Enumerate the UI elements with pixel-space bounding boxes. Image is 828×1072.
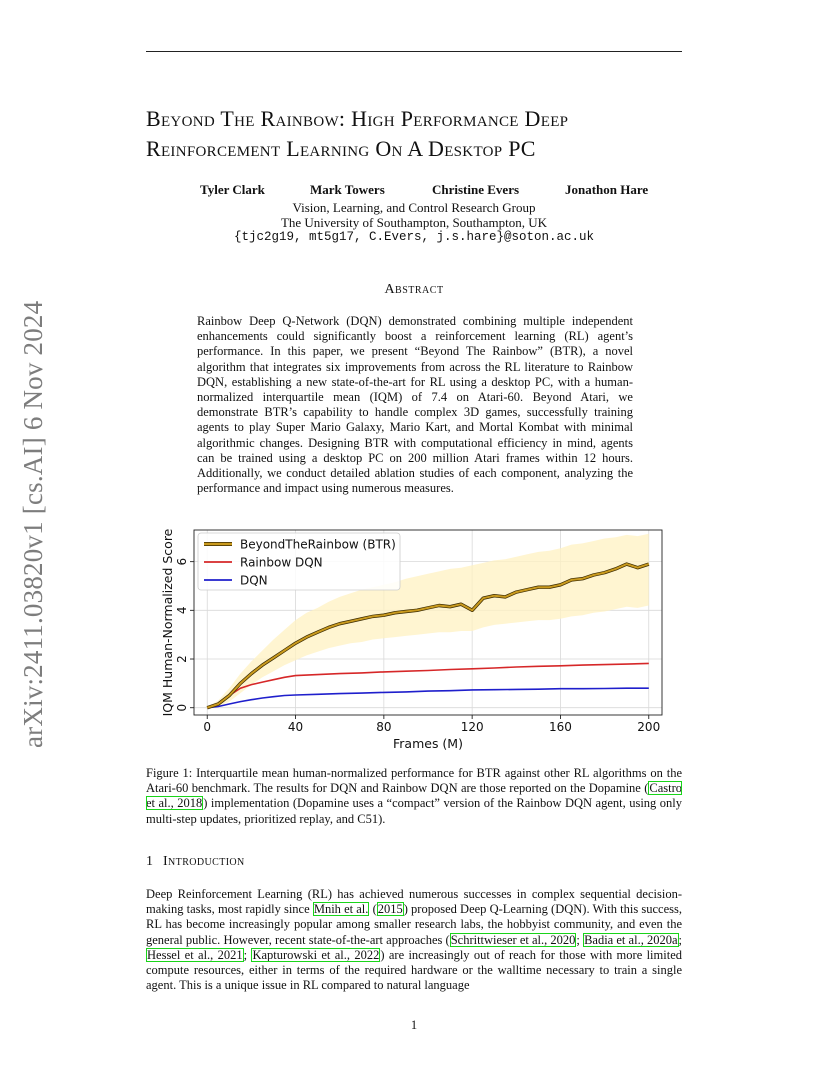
body-text: ; [678,932,683,947]
citation-link[interactable]: Castro et al., 2018 [146,781,682,811]
x-tick-label: 40 [287,720,304,734]
body-text: ) are increasingly out of reach for those with more limited compute resources, either in terms of the required hardware or the walltime necessary to train a single agent. This is a unique issue in RL compared to natural language [146,947,682,993]
author-emails: {tjc2g19, mt5g17, C.Evers, j.s.hare}@soton.ac.uk [233,230,595,244]
x-tick-label: 0 [203,720,212,734]
abstract-heading: Abstract [384,282,444,297]
legend-label: Rainbow DQN [240,555,323,570]
title-line-1: Beyond The Rainbow: High Performance Deep [146,106,569,131]
y-tick-label: 2 [175,655,189,663]
section-number: 1 [146,854,153,869]
caption-text: ) implementation (Dopamine uses a “compact” version of the Rainbow DQN agent, using only multi-step updates, prioritized replay, and C51). [146,796,682,826]
x-tick-label: 80 [376,720,392,734]
arxiv-stamp: arXiv:2411.03820v1 [cs.AI] 6 Nov 2024 [18,300,48,748]
introduction-text [146,887,682,993]
abstract-text: Rainbow Deep Q-Network (DQN) demonstrated combining multiple independent enhancements could significantly boost a reinforcement learning (RL) agent’s performance. In this paper, we present “Beyond The Rainbow” (BTR), a novel algorithm that integrates six improvements from across the RL literature to Rainbow DQN, establishing a new state-of-the-art for RL using a desktop PC, with a human-normalized interquartile mean (IQM) of 7.4 on Atari-60. Beyond Atari, we demonstrate BTR’s capability to handle complex 3D games, successfully training agents to play Super Mario Galaxy, Mario Kart, and Mortal Kombat with minimal algorithmic changes. Designing BTR with computational efficiency in mind, agents can be trained using a desktop PC on 200 million Atari frames within 12 hours. Additionally, we conduct detailed ablation studies of each component, analyzing the performance and impact using numerous measures. [197,314,633,496]
body-text: ( [369,902,377,917]
x-tick-label: 200 [637,720,661,734]
citation-link[interactable]: Kapturowski et al., 2022 [252,947,380,962]
body-text: Deep Reinforcement Learning (RL) has achieved numerous successes in complex sequential decision-making tasks, most rapidly since [146,887,682,917]
affiliation-university: The University of Southampton, Southampton, UK [280,215,548,230]
affiliation-group: Vision, Learning, and Control Research Group [292,200,536,215]
iqm-line-chart [160,525,670,760]
author-name: Christine Evers [432,182,520,197]
author-block [146,182,682,245]
author-name: Jonathon Hare [565,182,649,197]
author-names [146,182,682,200]
figure-caption [146,766,682,827]
citation-link[interactable]: Schrittwieser et al., 2020 [450,932,576,947]
citation-link[interactable]: Mnih et al. [313,902,369,917]
citation-link[interactable]: Hessel et al., 2021 [147,947,243,962]
y-tick-label: 0 [175,703,189,712]
body-text: ) proposed Deep Q-Learning (DQN). With this success, RL has become increasingly popular among smaller research labs, the hobbyist community, and even the general public. However, recent state-of-the-art approaches ( [146,902,682,947]
section-heading [146,854,245,870]
page-number: 1 [410,1018,418,1032]
legend-label: DQN [240,573,268,588]
top-rule [146,51,682,52]
x-tick-label: 120 [460,720,484,734]
section-title: Introduction [163,854,245,869]
title-line-2: Reinforcement Learning On A Desktop PC [146,136,536,161]
author-name: Tyler Clark [200,182,265,197]
y-tick-label: 4 [175,606,189,615]
caption-text: Figure 1: Interquartile mean human-normalized performance for BTR against other RL algorithms on the Atari-60 benchmark. The results for DQN and Rainbow DQN are those reported on the Dopamine ( [146,766,682,796]
author-name: Mark Towers [310,182,385,197]
body-text: ; [576,932,584,947]
y-axis-label: IQM Human-Normalized Score [160,528,175,717]
body-text: ; [243,947,252,962]
y-tick-label: 6 [175,557,189,566]
legend-label: BeyondTheRainbow (BTR) [240,537,396,552]
paper-title [146,104,706,164]
citation-link[interactable]: 2015 [377,902,403,917]
figure-1 [160,525,670,760]
citation-link[interactable]: Badia et al., 2020a [584,932,678,947]
x-axis-label: Frames (M) [393,736,463,751]
x-tick-label: 160 [548,720,572,734]
